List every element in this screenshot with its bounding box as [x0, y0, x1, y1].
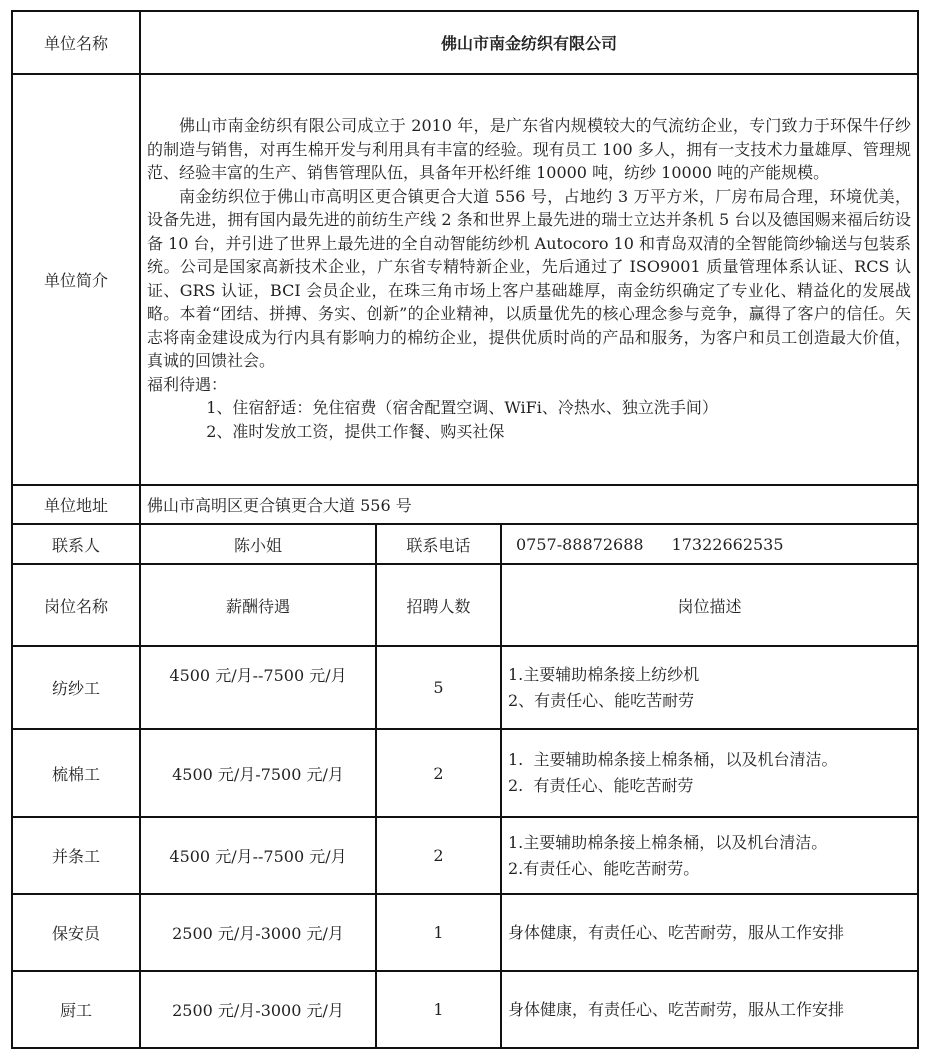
job-description [501, 971, 918, 1048]
table-row [12, 971, 918, 1048]
welfare-item: 2、准时发放工资，提供工作餐、购买社保 [206, 421, 505, 441]
company-name-label: 单位名称 [12, 11, 140, 74]
address-row [12, 485, 918, 524]
job-description-line: 1.主要辅助棉条接上棉条桶，以及机台清洁。 [508, 832, 828, 852]
welfare-title: 福利待遇： [147, 374, 228, 394]
job-salary: 4500 元/月--7500 元/月 [140, 817, 376, 894]
company-intro-row [12, 74, 918, 485]
phone-number: 0757-88872688 [516, 534, 644, 554]
company-intro-label: 单位简介 [12, 74, 140, 485]
header-count: 招聘人数 [376, 564, 501, 646]
job-description-line: 2. 有责任心、能吃苦耐劳 [508, 776, 694, 795]
job-title: 厨工 [12, 971, 140, 1048]
job-count: 2 [376, 729, 501, 817]
job-count: 5 [376, 646, 501, 729]
job-description-line: 1.主要辅助棉条接上纺纱机 [508, 664, 700, 684]
company-name: 佛山市南金纺织有限公司 [140, 11, 918, 74]
job-description [501, 646, 918, 729]
intro-paragraph: 佛山市南金纺织有限公司成立于 2010 年，是广东省内规模较大的气流纺企业，专门致力于环保牛仔纱的制造与销售，对再生棉开发与利用具有丰富的经验。现有员工 100 多人，拥有一支技术力量雄厚、管理规范、经验丰富的生产、销售管理队伍，具备年开松纤维 10000 吨，纺纱 10000 吨的产能规模。 [147, 116, 912, 182]
phone-number: 17322662535 [671, 534, 784, 554]
job-description [501, 817, 918, 894]
job-salary: 2500 元/月-3000 元/月 [140, 894, 376, 971]
job-title: 并条工 [12, 817, 140, 894]
jobs-header-row [12, 564, 918, 646]
table-row [12, 894, 918, 971]
header-salary: 薪酬待遇 [140, 564, 376, 646]
phone-values [501, 524, 918, 564]
job-description-line: 1. 主要辅助棉条接上棉条桶，以及机台清洁。 [508, 750, 838, 769]
job-description-line: 身体健康，有责任心、吃苦耐劳，服从工作安排 [508, 999, 845, 1019]
phone-label: 联系电话 [376, 524, 501, 564]
company-name-row [12, 11, 918, 74]
job-salary: 4500 元/月-7500 元/月 [140, 729, 376, 817]
job-description-line: 2、有责任心、能吃苦耐劳 [508, 690, 695, 710]
job-salary: 4500 元/月--7500 元/月 [140, 646, 376, 729]
address-value: 佛山市高明区更合镇更合大道 556 号 [140, 485, 918, 524]
job-description-line: 身体健康，有责任心、吃苦耐劳，服从工作安排 [508, 922, 845, 942]
contact-value: 陈小姐 [140, 524, 376, 564]
job-description [501, 729, 918, 817]
job-count: 2 [376, 817, 501, 894]
job-title: 纺纱工 [12, 646, 140, 729]
company-intro [140, 74, 918, 485]
job-count: 1 [376, 971, 501, 1048]
table-row [12, 646, 918, 729]
contact-label: 联系人 [12, 524, 140, 564]
address-label: 单位地址 [12, 485, 140, 524]
table-row [12, 729, 918, 817]
intro-paragraph: 南金纺织位于佛山市高明区更合镇更合大道 556 号，占地约 3 万平方米，厂房布局合理，环境优美，设备先进，拥有国内最先进的前纺生产线 2 条和世界上最先进的瑞士立达并条机 5 台以及德国赐来福后纺设备 10 台，并引进了世界上最先进的全自动智能纺纱机 Autocoro 10 和青岛双清的全智能筒纱输送与包装系统。公司是国家高新技术企业，广东省专精特新企业，先后通过了 ISO9001 质量管理体系认证、RCS 认证、GRS 认证，BCI 会员企业，在珠三角市场上客户基础雄厚，南金纺织确定了专业化、精益化的发展战略。本着“团结、拼搏、务实、创新”的企业精神，以质量优先的核心理念参与竞争，赢得了客户的信任。矢志将南金建设成为行内具有影响力的棉纺企业，提供优质时尚的产品和服务，为客户和员工创造最大价值，真诚的回馈社会。 [147, 186, 912, 370]
job-description [501, 894, 918, 971]
recruitment-table [11, 10, 919, 1049]
job-count: 1 [376, 894, 501, 971]
job-description-line: 2.有责任心、能吃苦耐劳。 [508, 858, 700, 878]
welfare-item: 1、住宿舒适：免住宿费（宿舍配置空调、WiFi、冷热水、独立洗手间） [206, 398, 718, 417]
contact-row [12, 524, 918, 564]
header-description: 岗位描述 [501, 564, 918, 646]
table-row [12, 817, 918, 894]
job-title: 梳棉工 [12, 729, 140, 817]
job-salary: 2500 元/月-3000 元/月 [140, 971, 376, 1048]
job-title: 保安员 [12, 894, 140, 971]
header-job-title: 岗位名称 [12, 564, 140, 646]
